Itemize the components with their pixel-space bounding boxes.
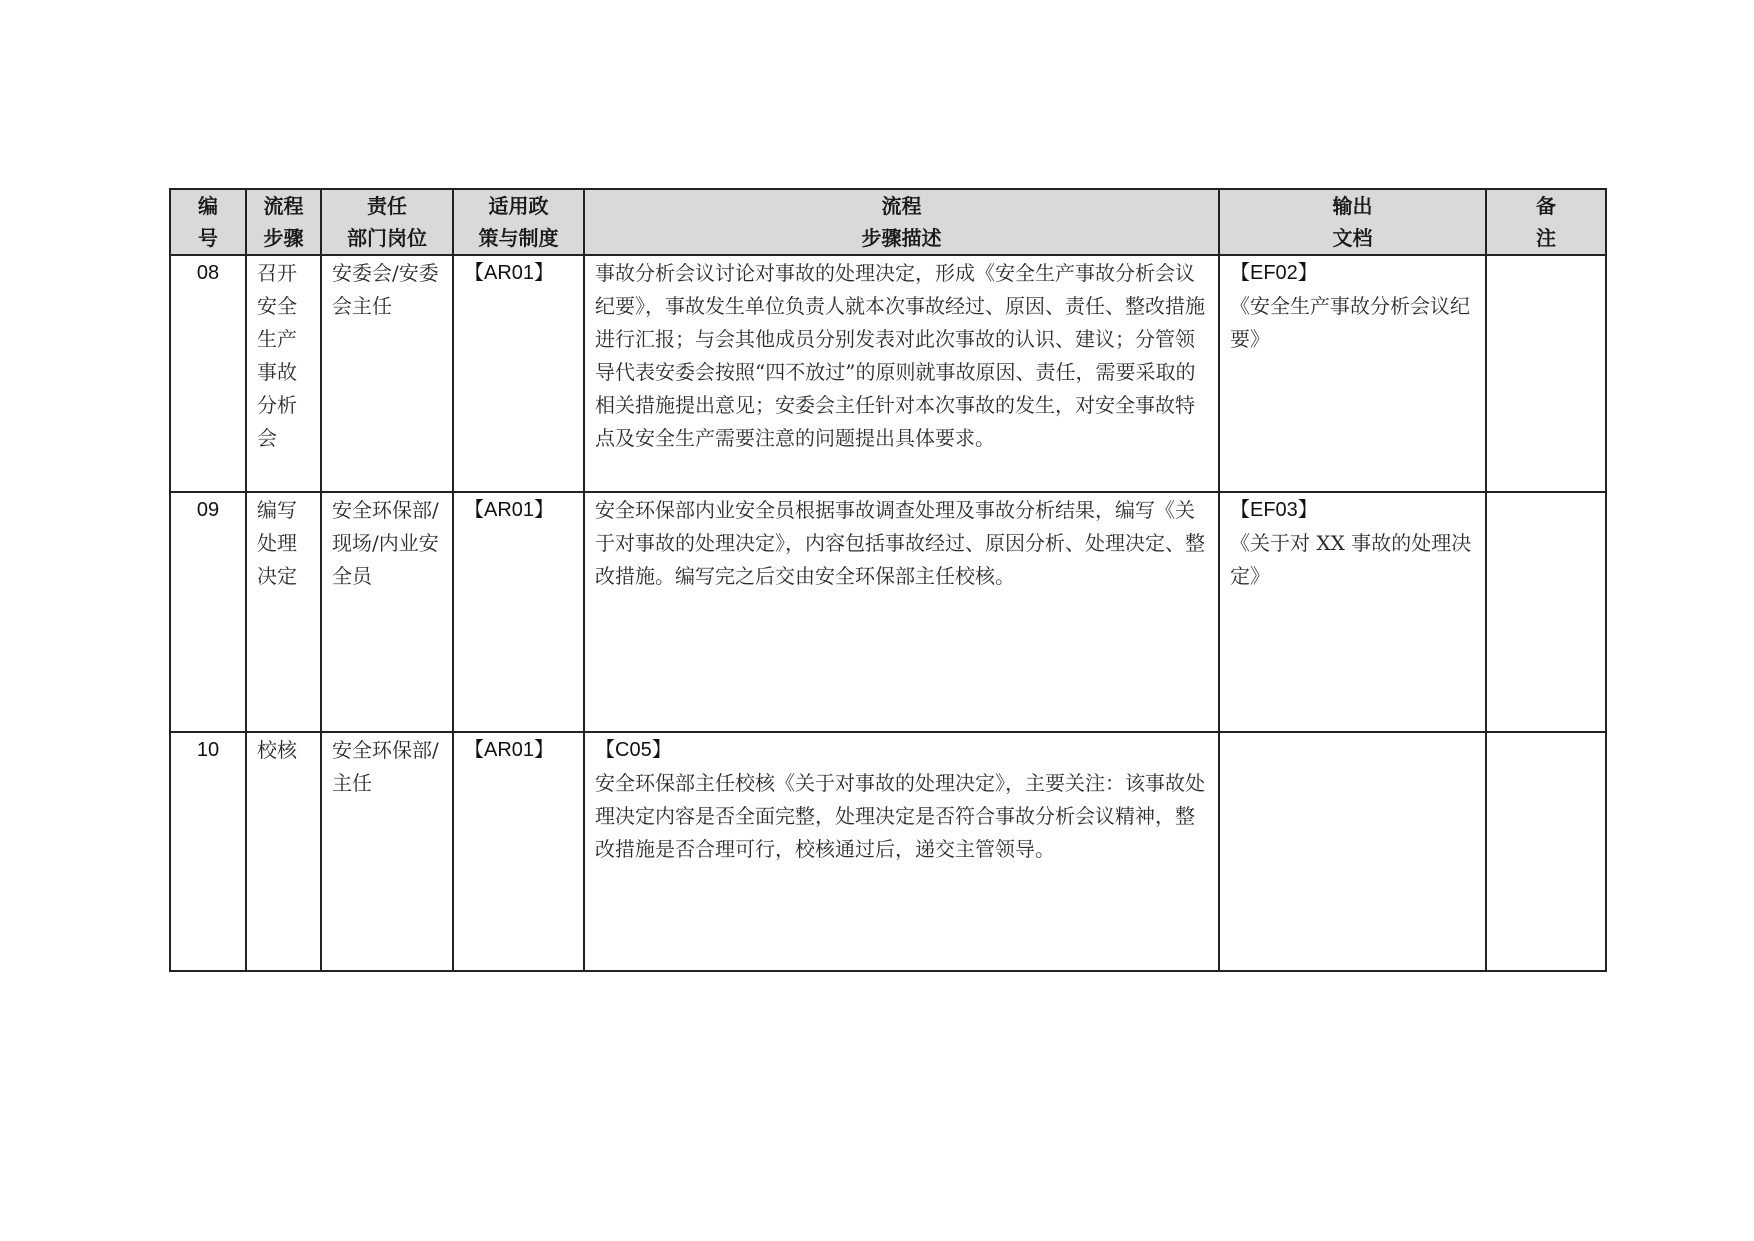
row-output-ref: 【EF03】 (1230, 499, 1318, 521)
row-output-text: 《安全生产事故分析会议纪要》 (1230, 294, 1470, 351)
row-step: 召开安全生产事故分析会 (246, 255, 321, 492)
row-department: 安全环保部/现场/内业安全员 (321, 492, 453, 732)
header-step: 流程 步骤 (246, 189, 321, 255)
header-description: 流程 步骤描述 (584, 189, 1219, 255)
row-output (1219, 732, 1486, 971)
row-remark (1486, 255, 1606, 492)
row-description (584, 492, 1219, 732)
row-remark (1486, 732, 1606, 971)
row-policy: 【AR01】 (453, 492, 584, 732)
row-department: 安全环保部/主任 (321, 732, 453, 971)
row-description-text: 事故分析会议讨论对事故的处理决定，形成《安全生产事故分析会议纪要》，事故发生单位负责人就本次事故经过、原因、责任、整改措施进行汇报；与会其他成员分别发表对此次事故的认识、建议；分管领导代表安委会按照“四不放过”的原则就事故原因、责任，需要采取的相关措施提出意见；安委会主任针对本次事故的发生，对安全事故特点及安全生产需要注意的问题提出具体要求。 (595, 261, 1205, 450)
row-number: 08 (170, 255, 246, 492)
table-row (170, 492, 1606, 732)
table-row (170, 255, 1606, 492)
row-remark (1486, 492, 1606, 732)
row-number: 09 (170, 492, 246, 732)
row-description-text: 安全环保部内业安全员根据事故调查处理及事故分析结果，编写《关于对事故的处理决定》，内容包括事故经过、原因分析、处理决定、整改措施。编写完之后交由安全环保部主任校核。 (595, 498, 1205, 588)
header-remark: 备 注 (1486, 189, 1606, 255)
row-policy: 【AR01】 (453, 255, 584, 492)
row-output (1219, 255, 1486, 492)
row-description-text: 安全环保部主任校核《关于对事故的处理决定》，主要关注：该事故处理决定内容是否全面完整，处理决定是否符合事故分析会议精神，整改措施是否合理可行，校核通过后，递交主管领导。 (595, 771, 1205, 861)
row-description (584, 732, 1219, 971)
header-policy: 适用政 策与制度 (453, 189, 584, 255)
row-description (584, 255, 1219, 492)
row-description-ref: 【C05】 (595, 739, 672, 761)
row-step: 校核 (246, 732, 321, 971)
process-table (169, 188, 1607, 972)
row-number: 10 (170, 732, 246, 971)
row-policy: 【AR01】 (453, 732, 584, 971)
row-step: 编写处理决定 (246, 492, 321, 732)
row-output-ref: 【EF02】 (1230, 262, 1318, 284)
row-output (1219, 492, 1486, 732)
row-output-text: 《关于对 XX 事故的处理决定》 (1230, 531, 1472, 588)
header-row (170, 189, 1606, 255)
table-row (170, 732, 1606, 971)
header-output: 输出 文档 (1219, 189, 1486, 255)
header-number: 编 号 (170, 189, 246, 255)
row-department: 安委会/安委会主任 (321, 255, 453, 492)
header-department: 责任 部门岗位 (321, 189, 453, 255)
